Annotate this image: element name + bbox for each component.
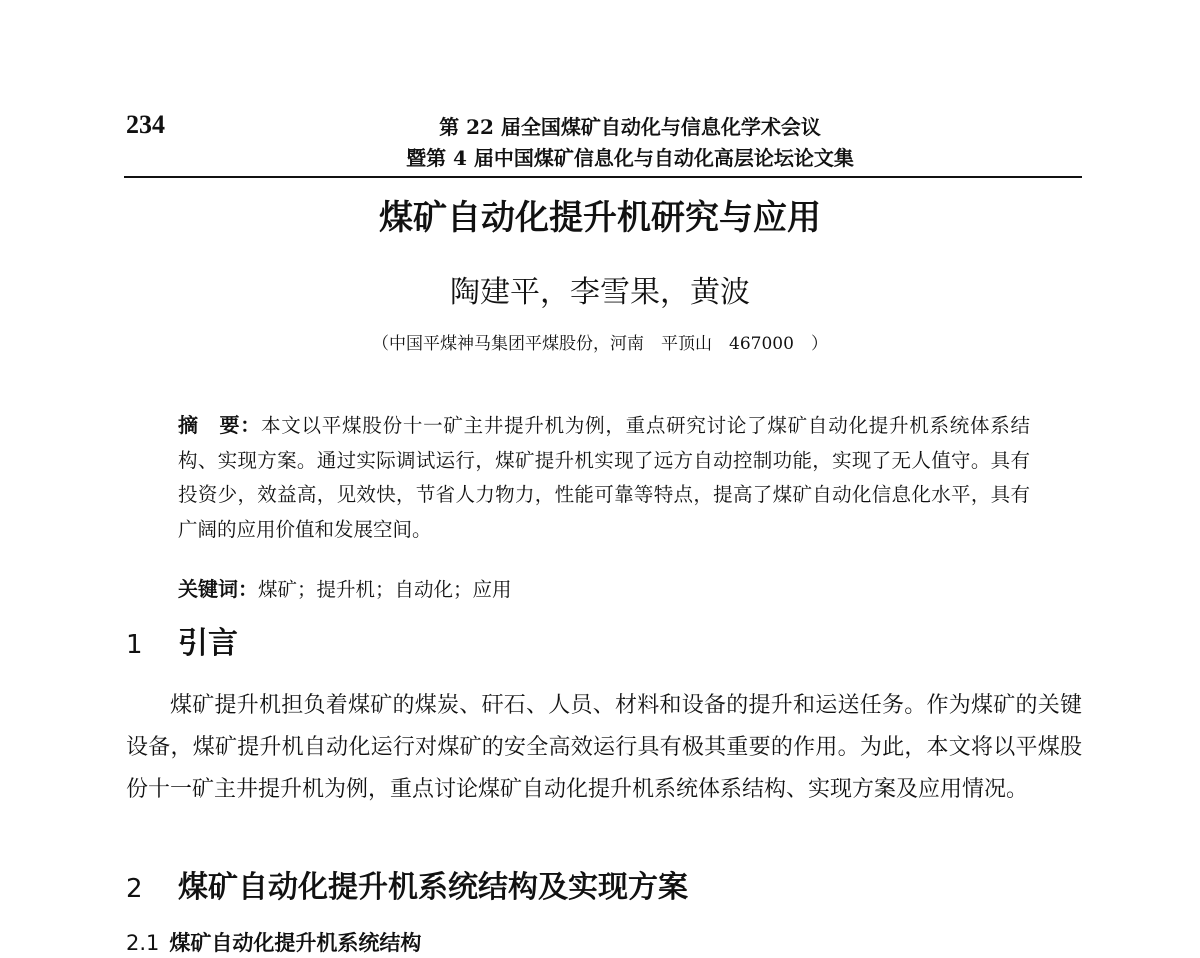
section-title: 引言 xyxy=(178,626,238,661)
keywords-label: 关键词： xyxy=(178,577,258,601)
keywords xyxy=(178,573,512,606)
abstract-label: 摘 要： xyxy=(178,413,262,437)
subsection-number: 2.1 xyxy=(126,931,160,955)
paper-title: 煤矿自动化提升机研究与应用 xyxy=(379,198,821,238)
section-title: 煤矿自动化提升机系统结构及实现方案 xyxy=(178,870,688,905)
abstract-text: 本文以平煤股份十一矿主井提升机为例，重点研究讨论了煤矿自动化提升机系统体系结构、实现方案。通过实际调试运行，煤矿提升机实现了远方自动控制功能，实现了无人值守。具有投资少，效益高，见效快，节省人力物力，性能可靠等特点，提高了煤矿自动化信息化水平，具有广阔的应用价值和发展空间。 xyxy=(178,414,1030,541)
section-heading-system-structure xyxy=(126,868,688,909)
page-number: 234 xyxy=(126,110,165,139)
section-heading-introduction xyxy=(126,624,238,665)
introduction-paragraph: 煤矿提升机担负着煤矿的煤炭、矸石、人员、材料和设备的提升和运送任务。作为煤矿的关键设备，煤矿提升机自动化运行对煤矿的安全高效运行具有极其重要的作用。为此，本文将以平煤股份十一矿主井提升机为例，重点讨论煤矿自动化提升机系统体系结构、实现方案及应用情况。 xyxy=(126,693,1082,802)
section-number: 1 xyxy=(126,630,143,660)
conference-header-line-2: 暨第 4 届中国煤矿信息化与自动化高层论坛论文集 xyxy=(406,146,854,170)
section-number: 2 xyxy=(126,874,143,904)
conference-header xyxy=(300,112,960,174)
header-rule xyxy=(124,176,1082,178)
conference-header-line-1: 第 22 届全国煤矿自动化与信息化学术会议 xyxy=(439,115,821,139)
affiliation: （中国平煤神马集团平煤股份，河南 平顶山 467000 ） xyxy=(372,334,828,354)
authors: 陶建平，李雪果，黄波 xyxy=(450,275,750,310)
keywords-text: 煤矿；提升机；自动化；应用 xyxy=(258,578,512,601)
subsection-title: 煤矿自动化提升机系统结构 xyxy=(169,931,422,955)
abstract xyxy=(178,408,1030,547)
subsection-heading xyxy=(126,928,421,958)
